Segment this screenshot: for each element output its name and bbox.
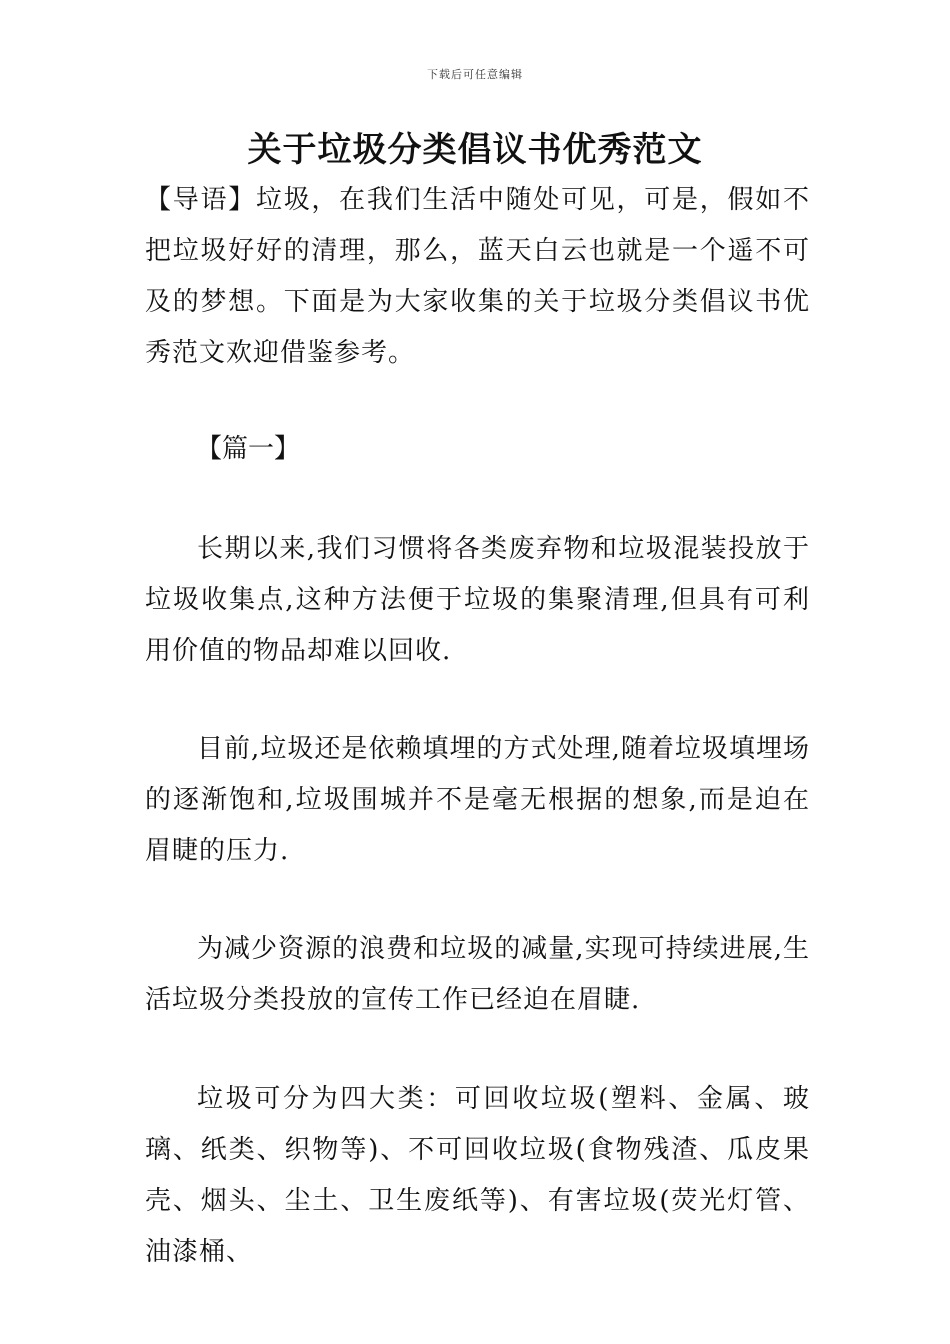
body-paragraph-1: 长期以来,我们习惯将各类废弃物和垃圾混装投放于垃圾收集点,这种方法便于垃圾的集聚清理,但具有可利用价值的物品却难以回收. <box>145 534 810 666</box>
body-paragraph-3: 为减少资源的浪费和垃圾的减量,实现可持续进展,生活垃圾分类投放的宣传工作已经迫在眉睫. <box>145 934 810 1015</box>
document-title: 关于垃圾分类倡议书优秀范文 <box>247 130 703 170</box>
section-heading: 【篇一】 <box>196 434 301 464</box>
body-paragraph-2: 目前,垃圾还是依赖填埋的方式处理,随着垃圾填埋场的逐渐饱和,垃圾围城并不是毫无根据的想象,而是迫在眉睫的压力. <box>145 734 810 866</box>
body-paragraph-4: 垃圾可分为四大类：可回收垃圾(塑料、金属、玻璃、纸类、织物等)、不可回收垃圾(食物残渣、瓜皮果壳、烟头、尘土、卫生废纸等)、有害垃圾(荧光灯管、油漆桶、 <box>145 1084 810 1267</box>
intro-paragraph: 【导语】垃圾，在我们生活中随处可见，可是，假如不把垃圾好好的清理，那么，蓝天白云也就是一个遥不可及的梦想。下面是为大家收集的关于垃圾分类倡议书优秀范文欢迎借鉴参考。 <box>145 185 810 368</box>
header-note: 下载后可任意编辑 <box>427 68 523 81</box>
